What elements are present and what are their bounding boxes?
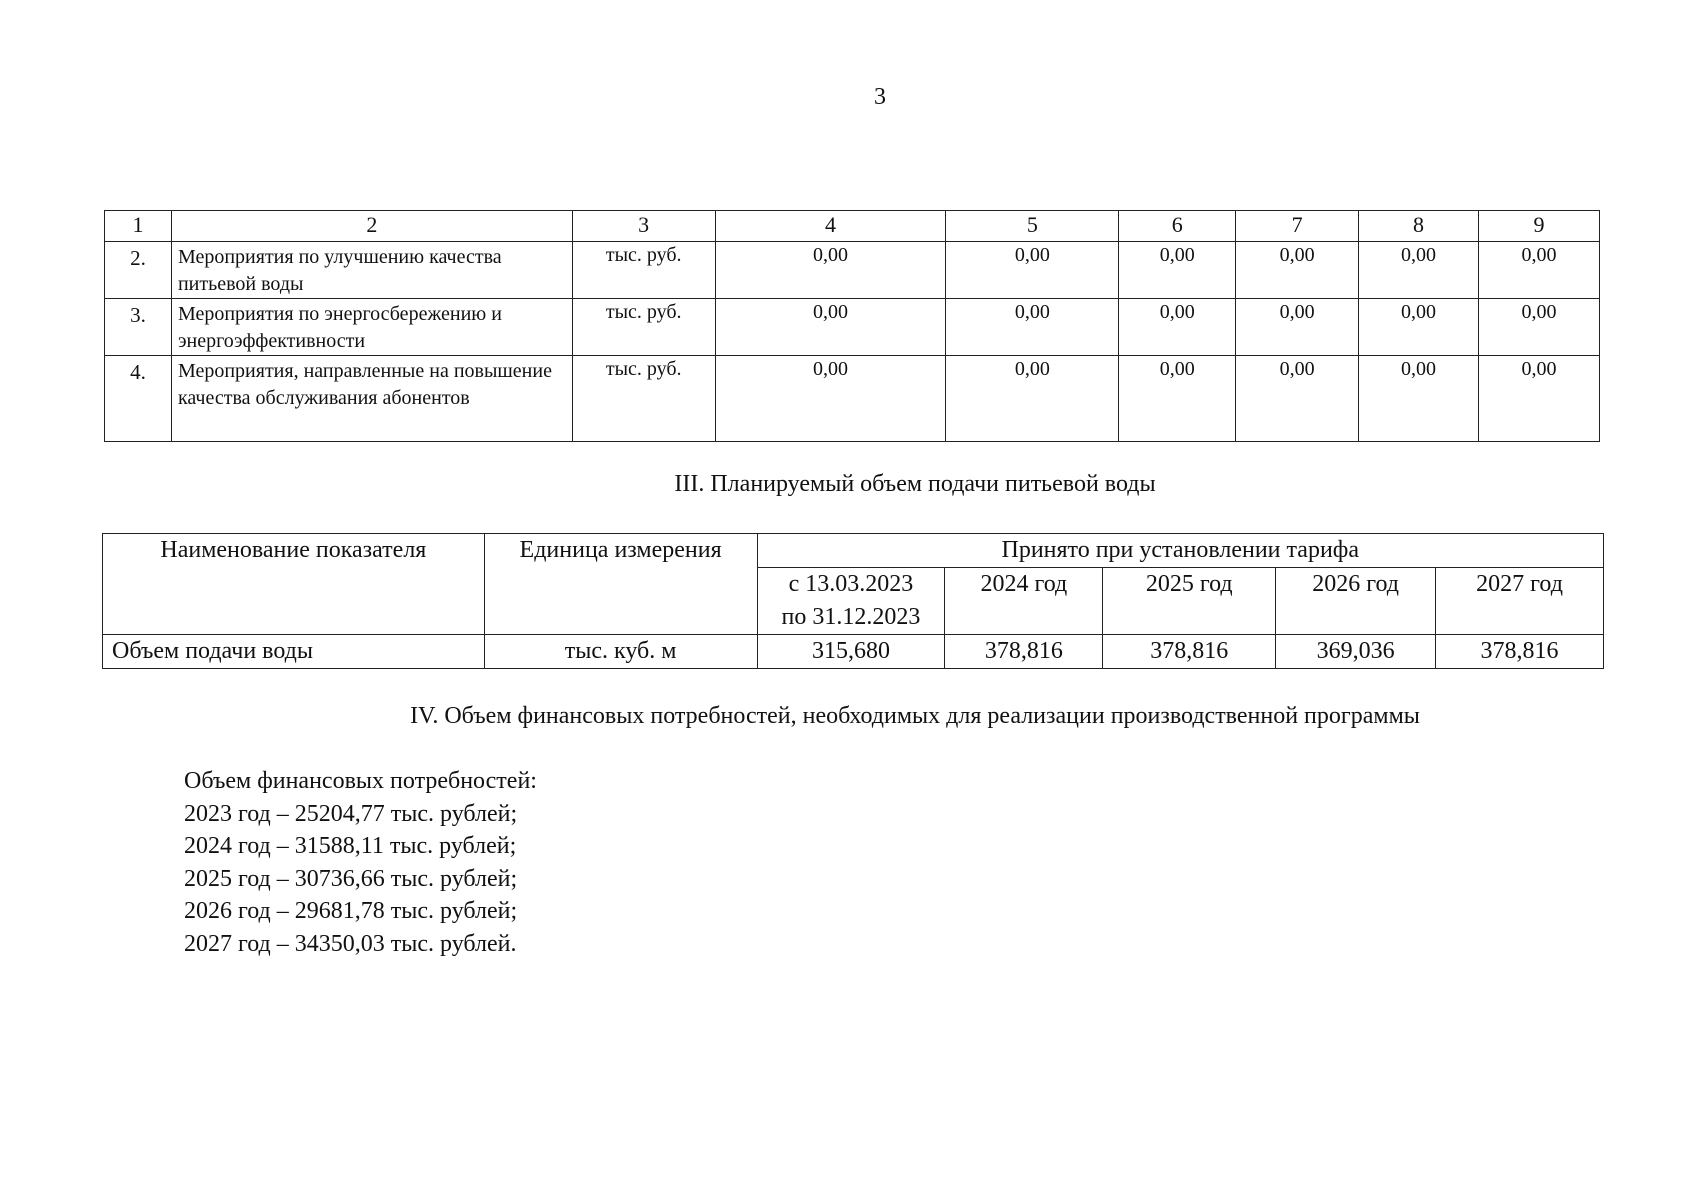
unit-cell: тыс. куб. м: [484, 635, 757, 669]
value-cell: 0,00: [1236, 356, 1359, 442]
value-cell: 0,00: [1359, 299, 1479, 356]
value-cell: 0,00: [1119, 299, 1236, 356]
measure-name: Мероприятия по улучшению качества питьевой воды: [171, 242, 572, 299]
value-cell: 0,00: [1479, 242, 1600, 299]
row-number: 2.: [105, 242, 172, 299]
unit-cell: тыс. руб.: [572, 299, 715, 356]
period-header: [757, 568, 945, 635]
year-header: 2027 год: [1436, 568, 1604, 635]
measure-name: Мероприятия по энергосбережению и энергоэффективности: [171, 299, 572, 356]
value-cell: 0,00: [1479, 356, 1600, 442]
row-number: 4.: [105, 356, 172, 442]
value-cell: 378,816: [1103, 635, 1276, 669]
value-cell: 369,036: [1276, 635, 1436, 669]
indicator-name: Объем подачи воды: [103, 635, 485, 669]
value-cell: 0,00: [715, 242, 946, 299]
column-number: 5: [946, 211, 1119, 242]
measures-table: [104, 210, 1600, 442]
column-number: 7: [1236, 211, 1359, 242]
column-number: 3: [572, 211, 715, 242]
table-header-row: [103, 534, 1604, 568]
value-cell: 315,680: [757, 635, 945, 669]
table-row: [105, 356, 1600, 442]
value-cell: 0,00: [1119, 242, 1236, 299]
value-cell: 0,00: [946, 242, 1119, 299]
financial-needs-intro: Объем финансовых потребностей:: [184, 768, 537, 794]
table-row: [105, 299, 1600, 356]
column-number: 1: [105, 211, 172, 242]
unit-cell: тыс. руб.: [572, 242, 715, 299]
tariff-group-header: Принято при установлении тарифа: [757, 534, 1604, 568]
column-number: 8: [1359, 211, 1479, 242]
section-3-title: III. Планируемый объем подачи питьевой воды: [674, 471, 1156, 497]
value-cell: 0,00: [1479, 299, 1600, 356]
financial-needs-line: 2024 год – 31588,11 тыс. рублей;: [184, 833, 517, 859]
value-cell: 378,816: [945, 635, 1103, 669]
value-cell: 0,00: [946, 299, 1119, 356]
column-number: 4: [715, 211, 946, 242]
table-header-row: [105, 211, 1600, 242]
financial-needs-line: 2025 год – 30736,66 тыс. рублей;: [184, 865, 518, 892]
row-number: 3.: [105, 299, 172, 356]
financial-needs-line: 2026 год – 29681,78 тыс. рублей;: [184, 898, 518, 924]
value-cell: 0,00: [1236, 299, 1359, 356]
water-supply-table: [102, 533, 1604, 669]
value-cell: 0,00: [946, 356, 1119, 442]
unit-cell: тыс. руб.: [572, 356, 715, 442]
column-number: 6: [1119, 211, 1236, 242]
value-cell: 0,00: [1236, 242, 1359, 299]
value-cell: 0,00: [1119, 356, 1236, 442]
period-end: по 31.12.2023: [781, 604, 921, 630]
indicator-header: Наименование показателя: [103, 534, 485, 635]
financial-needs-line: 2027 год – 34350,03 тыс. рублей.: [184, 930, 517, 957]
column-number: 2: [171, 211, 572, 242]
value-cell: 0,00: [715, 299, 946, 356]
table-row: [105, 242, 1600, 299]
table-row: [103, 635, 1604, 669]
section-4-title: IV. Объем финансовых потребностей, необходимых для реализации производственной программы: [410, 703, 1420, 729]
unit-header: Единица измерения: [484, 534, 757, 635]
value-cell: 0,00: [715, 356, 946, 442]
year-header: 2025 год: [1103, 568, 1276, 635]
period-start: с 13.03.2023: [788, 571, 914, 597]
value-cell: 0,00: [1359, 356, 1479, 442]
year-header: 2026 год: [1276, 568, 1436, 635]
value-cell: 378,816: [1436, 635, 1604, 669]
column-number: 9: [1479, 211, 1600, 242]
year-header: 2024 год: [945, 568, 1103, 635]
value-cell: 0,00: [1359, 242, 1479, 299]
measure-name: Мероприятия, направленные на повышение качества обслуживания абонентов: [171, 356, 572, 442]
financial-needs-line: 2023 год – 25204,77 тыс. рублей;: [184, 800, 518, 827]
financial-needs-block: [184, 765, 537, 960]
page-number: 3: [874, 84, 886, 110]
